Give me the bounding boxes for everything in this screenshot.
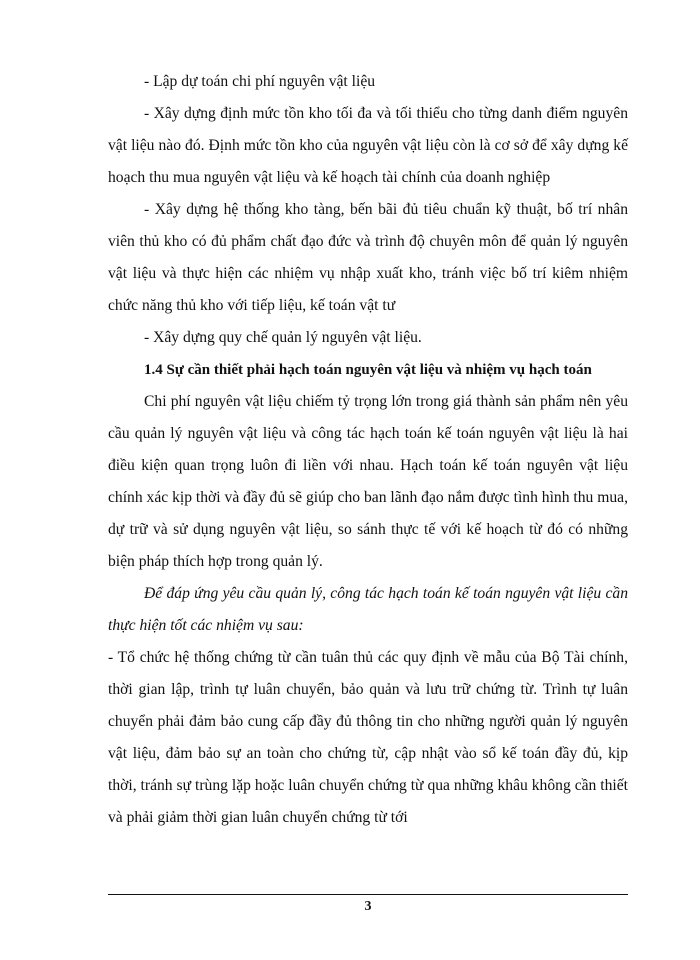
paragraph-document-system: - Tổ chức hệ thống chứng từ cần tuân thủ các quy định về mẫu của Bộ Tài chính, thời gian lập, trình tự luân chuyển, bảo quản và lưu trữ chứng từ. Trình tự luân chuyển phải đảm bảo cung cấp đầy đủ thông tin cho những người quản lý nguyên vật liệu, đảm bảo sự an toàn cho chứng từ, cập nhật vào sổ kế toán đầy đủ, kịp thời, tránh sự trùng lặp hoặc luân chuyển chứng từ qua những khâu không cần thiết và phải giảm thời gian luân chuyển chứng từ tới [108,649,628,826]
section-heading: 1.4 Sự cần thiết phải hạch toán nguyên vật liệu và nhiệm vụ hạch toán [144,362,592,378]
page-body [108,66,628,834]
paragraph-management-regulation: - Xây dựng quy chế quản lý nguyên vật liệu. [144,329,422,346]
paragraph-inventory-norms: - Xây dựng định mức tồn kho tối đa và tối thiểu cho từng danh điểm nguyên vật liệu nào đó. Định mức tồn kho của nguyên vật liệu còn là cơ sở để xây dựng kế hoạch thu mua nguyên vật liệu và kế hoạch tài chính của doanh nghiệp [108,105,628,186]
paragraph-warehouse-system: - Xây dựng hệ thống kho tàng, bến bãi đủ tiêu chuẩn kỹ thuật, bố trí nhân viên thủ kho có đủ phẩm chất đạo đức và trình độ chuyên môn để quản lý nguyên vật liệu và thực hiện các nhiệm vụ nhập xuất kho, tránh việc bố trí kiêm nhiệm chức năng thủ kho với tiếp liệu, kế toán vật tư [108,201,628,314]
footer-divider [108,894,628,895]
paragraph-cost-estimate: - Lập dự toán chi phí nguyên vật liệu [144,73,376,90]
page-number: 3 [364,899,372,914]
paragraph-tasks-intro: Để đáp ứng yêu cầu quản lý, công tác hạch toán kế toán nguyên vật liệu cần thực hiện tốt các nhiệm vụ sau: [108,585,628,634]
paragraph-necessity: Chi phí nguyên vật liệu chiếm tỷ trọng lớn trong giá thành sản phẩm nên yêu cầu quản lý nguyên vật liệu và công tác hạch toán kế toán nguyên vật liệu là hai điều kiện quan trọng luôn đi liền với nhau. Hạch toán kế toán nguyên vật liệu chính xác kịp thời và đầy đủ sẽ giúp cho ban lãnh đạo nắm được tình hình thu mua, dự trữ và sử dụng nguyên vật liệu, so sánh thực tế với kế hoạch từ đó có những biện pháp thích hợp trong quản lý. [108,393,628,570]
